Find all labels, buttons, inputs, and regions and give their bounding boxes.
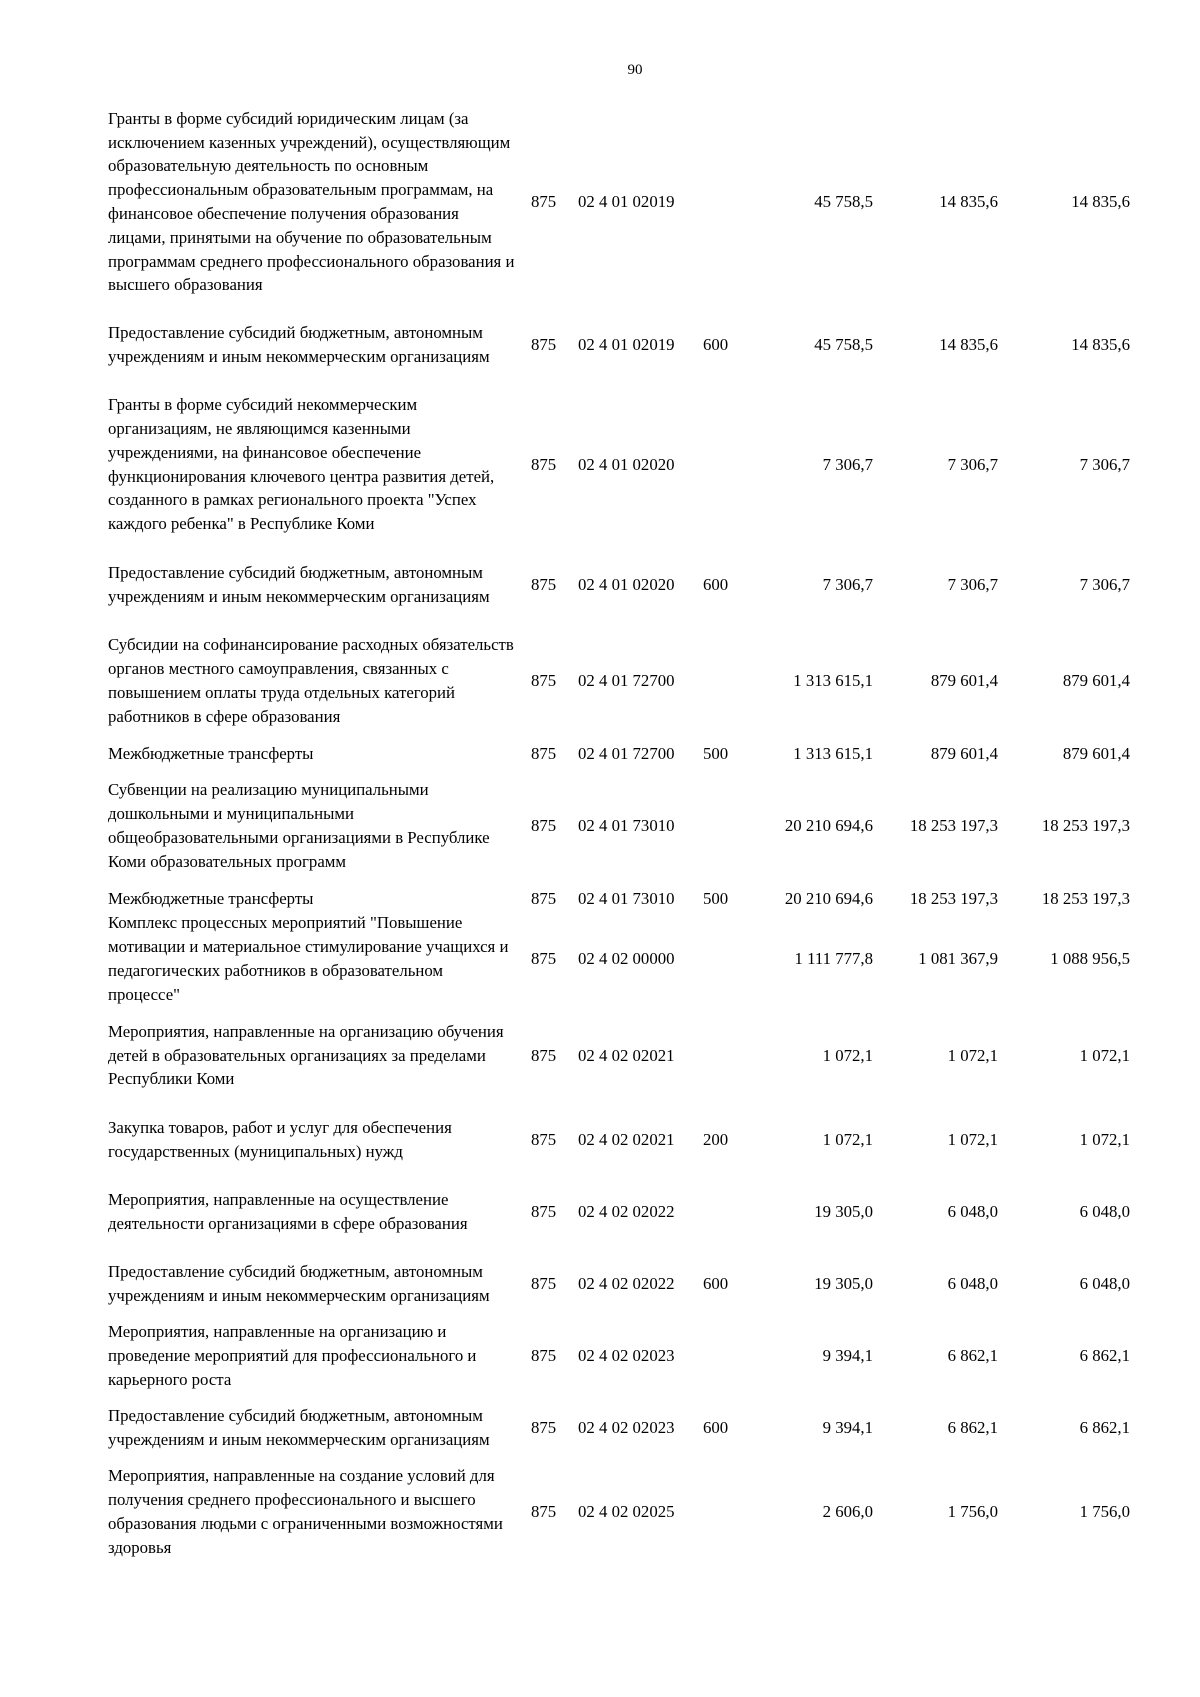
- row-name: Мероприятия, направленные на организацию и проведение мероприятий для профессионального и карьерного роста: [108, 1322, 477, 1389]
- table-row: [108, 96, 1130, 308]
- row-amount-year-2: 7 306,7: [947, 454, 998, 474]
- row-amount-year-1: 1 072,1: [822, 1045, 873, 1065]
- row-name: Мероприятия, направленные на создание условий для получения среднего профессионального и высшего образования людьми с ограниченными возможностями здоровья: [108, 1466, 503, 1557]
- row-amount-year-2: 879 601,4: [930, 671, 998, 691]
- row-expense-type: 200: [703, 1130, 729, 1150]
- row-target-article: 02 4 01 02020: [578, 454, 675, 474]
- page-number: 90: [627, 62, 643, 78]
- table-row: [108, 1464, 1130, 1560]
- row-expense-type: [698, 381, 748, 548]
- table-row: [108, 621, 1130, 741]
- row-ministry-code: 875: [531, 1346, 557, 1366]
- row-amount-year-3: 14 835,6: [1071, 334, 1130, 354]
- row-amount-year-2: 14 835,6: [939, 334, 998, 354]
- row-ministry-code: 875: [531, 888, 557, 908]
- row-ministry-code: 875: [531, 1130, 557, 1150]
- row-amount-year-2: 1 081 367,9: [918, 949, 998, 969]
- row-amount-year-3: 6 048,0: [1079, 1202, 1130, 1222]
- row-amount-year-2: 6 048,0: [947, 1274, 998, 1294]
- row-amount-year-3: 1 072,1: [1079, 1130, 1130, 1150]
- row-ministry-code: 875: [531, 1045, 557, 1065]
- row-amount-year-3: 1 072,1: [1079, 1045, 1130, 1065]
- table-row: [108, 1176, 1130, 1248]
- row-expense-type: [698, 96, 748, 308]
- row-name: Предоставление субсидий бюджетным, автономным учреждениям и иным некоммерческим организациям: [108, 1406, 490, 1449]
- row-amount-year-3: 879 601,4: [1062, 671, 1130, 691]
- row-target-article: 02 4 01 02020: [578, 574, 675, 594]
- row-expense-type: [698, 1007, 748, 1104]
- row-target-article: 02 4 02 02023: [578, 1418, 675, 1438]
- table-row: [108, 381, 1130, 548]
- row-amount-year-3: 18 253 197,3: [1041, 888, 1130, 908]
- table-row: [108, 741, 1130, 766]
- row-ministry-code: 875: [531, 1202, 557, 1222]
- row-amount-year-3: 14 835,6: [1071, 192, 1130, 212]
- row-name: Мероприятия, направленные на осуществление деятельности организациями в сфере образования: [108, 1190, 468, 1233]
- row-ministry-code: 875: [531, 1502, 557, 1522]
- row-amount-year-2: 6 862,1: [947, 1418, 998, 1438]
- row-amount-year-1: 7 306,7: [822, 574, 873, 594]
- row-ministry-code: 875: [531, 816, 557, 836]
- row-name: Предоставление субсидий бюджетным, автономным учреждениям и иным некоммерческим организациям: [108, 322, 490, 366]
- budget-table: [108, 96, 1130, 1560]
- row-expense-type: [698, 1176, 748, 1248]
- table-row: [108, 1007, 1130, 1104]
- row-amount-year-3: 6 048,0: [1079, 1274, 1130, 1294]
- row-amount-year-1: 45 758,5: [814, 192, 873, 212]
- row-target-article: 02 4 02 02022: [578, 1202, 675, 1222]
- row-ministry-code: 875: [531, 671, 557, 691]
- row-amount-year-1: 20 210 694,6: [784, 888, 873, 908]
- row-expense-type: [698, 766, 748, 886]
- table-row: [108, 886, 1130, 911]
- row-target-article: 02 4 02 02023: [578, 1346, 675, 1366]
- row-amount-year-2: 18 253 197,3: [909, 888, 998, 908]
- row-name: Субсидии на софинансирование расходных обязательств органов местного самоуправления, связанных с повышением оплаты труда отдельных категорий работников в сфере образования: [108, 635, 514, 726]
- row-target-article: 02 4 01 02019: [578, 192, 675, 212]
- row-amount-year-1: 19 305,0: [814, 1202, 873, 1222]
- row-amount-year-1: 1 313 615,1: [793, 743, 873, 763]
- row-expense-type: 500: [703, 888, 729, 908]
- row-name: Гранты в форме субсидий некоммерческим организациям, не являющимся казенными учреждениями, на финансовое обеспечение функционирования ключевого центра развития детей, созданного в рамках регионального проекта "Успех каждого ребенка" в Республике Коми: [108, 395, 495, 534]
- row-amount-year-2: 18 253 197,3: [909, 816, 998, 836]
- row-amount-year-3: 18 253 197,3: [1041, 816, 1130, 836]
- row-amount-year-2: 879 601,4: [930, 743, 998, 763]
- row-ministry-code: 875: [531, 334, 557, 354]
- row-amount-year-1: 9 394,1: [822, 1418, 873, 1438]
- row-target-article: 02 4 02 02021: [578, 1045, 675, 1065]
- row-amount-year-2: 6 862,1: [947, 1346, 998, 1366]
- row-ministry-code: 875: [531, 192, 557, 212]
- row-amount-year-2: 7 306,7: [947, 574, 998, 594]
- row-amount-year-3: 879 601,4: [1062, 743, 1130, 763]
- row-amount-year-1: 9 394,1: [822, 1346, 873, 1366]
- row-expense-type: 600: [703, 1418, 729, 1438]
- row-amount-year-1: 1 313 615,1: [793, 671, 873, 691]
- row-amount-year-1: 19 305,0: [814, 1274, 873, 1294]
- row-expense-type: 600: [703, 334, 729, 354]
- row-ministry-code: 875: [531, 1274, 557, 1294]
- table-row: [108, 1392, 1130, 1464]
- row-name: Закупка товаров, работ и услуг для обеспечения государственных (муниципальных) нужд: [108, 1118, 452, 1161]
- row-amount-year-1: 7 306,7: [822, 454, 873, 474]
- row-ministry-code: 875: [531, 949, 557, 969]
- table-row: [108, 1104, 1130, 1176]
- row-name: Межбюджетные трансферты: [108, 888, 314, 908]
- row-amount-year-1: 45 758,5: [814, 334, 873, 354]
- row-name: Субвенции на реализацию муниципальными дошкольными и муниципальными общеобразовательными организациями в Республике Коми образовательных программ: [108, 780, 490, 871]
- row-ministry-code: 875: [531, 1418, 557, 1438]
- table-row: [108, 308, 1130, 381]
- row-target-article: 02 4 01 72700: [578, 743, 675, 763]
- row-expense-type: 500: [703, 743, 729, 763]
- row-amount-year-3: 1 088 956,5: [1050, 949, 1130, 969]
- table-row: [108, 1320, 1130, 1392]
- row-amount-year-3: 6 862,1: [1079, 1346, 1130, 1366]
- row-amount-year-3: 1 756,0: [1079, 1502, 1130, 1522]
- row-expense-type: [698, 1320, 748, 1392]
- row-amount-year-2: 1 072,1: [947, 1130, 998, 1150]
- row-amount-year-1: 20 210 694,6: [784, 816, 873, 836]
- row-target-article: 02 4 02 02025: [578, 1502, 675, 1522]
- row-expense-type: 600: [703, 1274, 729, 1294]
- row-name: Мероприятия, направленные на организацию обучения детей в образовательных организациях за пределами Республики Коми: [108, 1021, 504, 1089]
- table-row: [108, 766, 1130, 886]
- row-amount-year-3: 6 862,1: [1079, 1418, 1130, 1438]
- row-name: Предоставление субсидий бюджетным, автономным учреждениям и иным некоммерческим организациям: [108, 562, 490, 606]
- row-name: Межбюджетные трансферты: [108, 743, 314, 763]
- row-ministry-code: 875: [531, 574, 557, 594]
- row-name: Предоставление субсидий бюджетным, автономным учреждениям и иным некоммерческим организациям: [108, 1262, 490, 1305]
- row-name: Гранты в форме субсидий юридическим лицам (за исключением казенных учреждений), осуществляющим образовательную деятельность по основным профессиональным образовательным программам, на финансовое обеспечение получения образования лицами, принятыми на обучение по образовательным программам среднего профессионального образования и высшего образования: [108, 108, 515, 295]
- table-row: [108, 911, 1130, 1007]
- row-amount-year-2: 1 072,1: [947, 1045, 998, 1065]
- row-ministry-code: 875: [531, 454, 557, 474]
- row-amount-year-1: 2 606,0: [822, 1502, 873, 1522]
- row-expense-type: [698, 911, 748, 1007]
- row-name: Комплекс процессных мероприятий "Повышение мотивации и материальное стимулирование учащихся и педагогических работников в образовательном процессе": [108, 913, 509, 1004]
- row-amount-year-2: 14 835,6: [939, 192, 998, 212]
- row-amount-year-1: 1 072,1: [822, 1130, 873, 1150]
- row-expense-type: [698, 621, 748, 741]
- row-amount-year-3: 7 306,7: [1079, 574, 1130, 594]
- row-target-article: 02 4 01 73010: [578, 888, 675, 908]
- row-target-article: 02 4 01 73010: [578, 816, 675, 836]
- row-amount-year-3: 7 306,7: [1079, 454, 1130, 474]
- row-target-article: 02 4 02 02022: [578, 1274, 675, 1294]
- row-expense-type: [698, 1464, 748, 1560]
- row-ministry-code: 875: [531, 743, 557, 763]
- row-target-article: 02 4 01 02019: [578, 334, 675, 354]
- row-amount-year-1: 1 111 777,8: [794, 949, 873, 969]
- table-row: [108, 548, 1130, 621]
- row-expense-type: 600: [703, 574, 729, 594]
- row-amount-year-2: 1 756,0: [947, 1502, 998, 1522]
- row-target-article: 02 4 02 02021: [578, 1130, 675, 1150]
- row-amount-year-2: 6 048,0: [947, 1202, 998, 1222]
- table-row: [108, 1248, 1130, 1320]
- row-target-article: 02 4 02 00000: [578, 949, 675, 969]
- row-target-article: 02 4 01 72700: [578, 671, 675, 691]
